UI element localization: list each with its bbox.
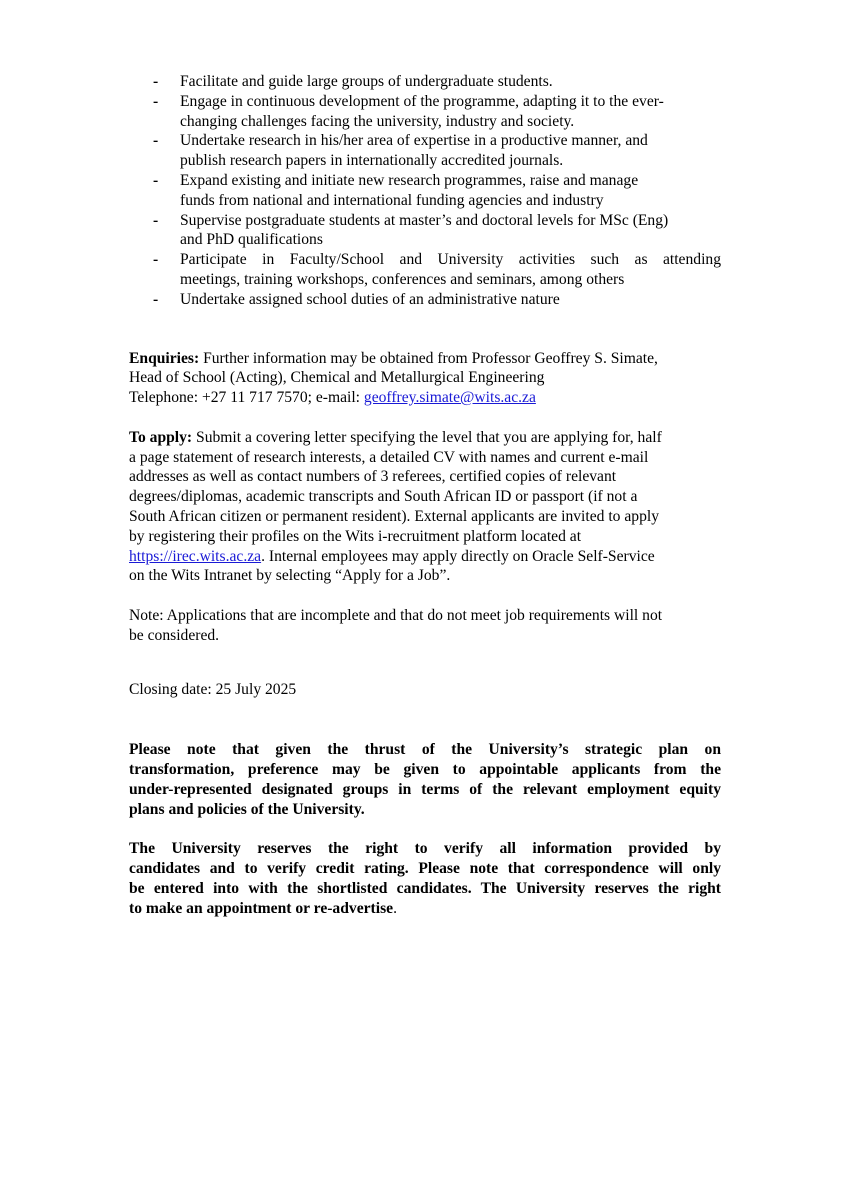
enquiries-label: Enquiries: (129, 349, 200, 367)
bullet-dash: - (153, 290, 159, 308)
closing-section (129, 680, 721, 700)
note-line: Note: Applications that are incomplete and that do not meet job requirements will not (129, 606, 663, 624)
enquiries-section (129, 349, 721, 408)
duty-line: Supervise postgraduate students at master’s and doctoral levels for MSc (Eng) (180, 211, 669, 229)
note-section (129, 606, 721, 646)
reserves-line (129, 899, 721, 919)
bullet-dash: - (153, 132, 159, 150)
duty-line: funds from national and international funding agencies and industry (180, 191, 604, 209)
duty-line: Engage in continuous development of the programme, adapting it to the ever- (180, 92, 664, 110)
duty-line: changing challenges facing the university, industry and society. (180, 112, 575, 130)
bullet-dash: - (153, 171, 159, 189)
duty-item (129, 171, 721, 211)
duty-line: Undertake assigned school duties of an administrative nature (180, 290, 560, 308)
enquiries-line (129, 349, 721, 369)
duty-item (129, 290, 721, 310)
apply-line: addresses as well as contact numbers of 3 referees, certified copies of relevant (129, 468, 617, 486)
bullet-dash: - (153, 251, 159, 269)
reserves-line: The University reserves the right to verify all information provided by (129, 840, 721, 858)
equity-line: Please note that given the thrust of the University’s strategic plan on (129, 741, 721, 759)
equity-line: under-represented designated groups in terms of the relevant employment equity (129, 780, 721, 798)
document-page (129, 72, 721, 918)
duty-line: publish research papers in internationally accredited journals. (180, 152, 564, 170)
duty-item (129, 72, 721, 92)
apply-text: . Internal employees may apply directly on Oracle Self-Service (261, 547, 655, 565)
apply-line: degrees/diplomas, academic transcripts and South African ID or passport (if not a (129, 488, 638, 506)
bullet-dash: - (153, 73, 159, 90)
apply-section (129, 428, 721, 586)
reserves-period: . (393, 899, 397, 917)
duty-line: Participate in Faculty/School and University activities such as attending (180, 251, 721, 269)
duty-item (129, 92, 721, 132)
closing-date: Closing date: 25 July 2025 (129, 680, 297, 698)
apply-line (129, 428, 721, 448)
duty-line: Undertake research in his/her area of expertise in a productive manner, and (180, 132, 648, 150)
reserves-line: be entered into with the shortlisted candidates. The University reserves the right (129, 879, 721, 897)
duty-line: meetings, training workshops, conferences and seminars, among others (180, 270, 625, 288)
bullet-dash: - (153, 92, 159, 110)
enquiries-text: Further information may be obtained from Professor Geoffrey S. Simate, (199, 349, 658, 367)
apply-text: Submit a covering letter specifying the level that you are applying for, half (192, 428, 662, 446)
apply-line: on the Wits Intranet by selecting “Apply for a Job”. (129, 567, 451, 585)
duty-item (129, 131, 721, 171)
note-line: be considered. (129, 626, 220, 644)
apply-line: by registering their profiles on the Wits i-recruitment platform located at (129, 527, 582, 545)
equity-statement (129, 740, 721, 819)
duty-line: Expand existing and initiate new research programmes, raise and manage (180, 171, 639, 189)
apply-line (129, 547, 721, 567)
equity-line: plans and policies of the University. (129, 800, 365, 818)
duty-line: and PhD qualifications (180, 231, 323, 249)
apply-label: To apply: (129, 428, 193, 446)
email-link[interactable]: geoffrey.simate@wits.ac.za (363, 389, 536, 407)
duty-item (129, 211, 721, 251)
apply-line: a page statement of research interests, a detailed CV with names and current e-mail (129, 448, 649, 466)
apply-line: South African citizen or permanent resident). External applicants are invited to apply (129, 507, 660, 525)
reserves-line: candidates and to verify credit rating. Please note that correspondence will only (129, 860, 721, 878)
bullet-dash: - (153, 211, 159, 229)
duty-item (129, 250, 721, 290)
reserves-text: to make an appointment or re-advertise (129, 899, 394, 917)
enquiries-line: Head of School (Acting), Chemical and Metallurgical Engineering (129, 369, 545, 387)
duty-line: Facilitate and guide large groups of undergraduate students. (180, 73, 553, 90)
telephone-line (129, 388, 721, 408)
duties-list (129, 72, 721, 310)
telephone-text: Telephone: +27 11 717 7570; e-mail: (129, 389, 364, 407)
equity-line: transformation, preference may be given to appointable applicants from the (129, 761, 721, 779)
recruitment-link[interactable]: https://irec.wits.ac.za (129, 547, 262, 565)
reserves-statement (129, 839, 721, 918)
